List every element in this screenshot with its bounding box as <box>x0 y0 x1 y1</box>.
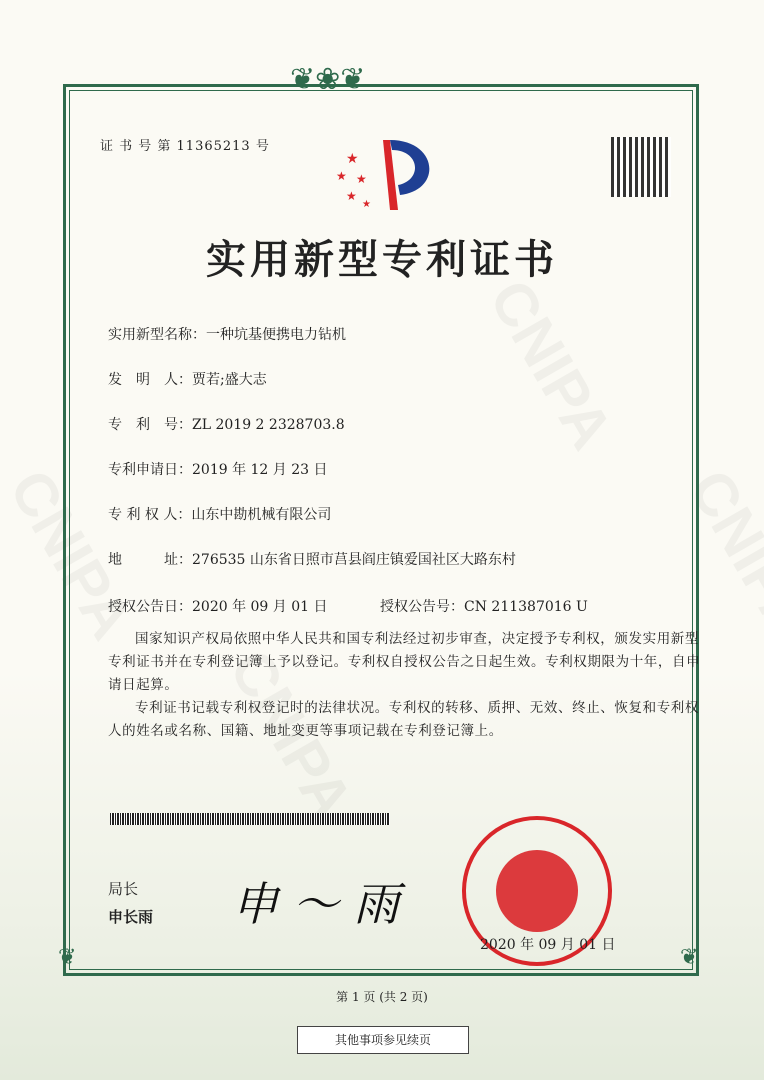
field-inventor <box>108 369 267 389</box>
certificate-border-inner <box>69 90 693 970</box>
field-value: CN 211387016 U <box>464 599 588 615</box>
field-label: 实用新型名称： <box>108 327 206 343</box>
field-label: 专利申请日： <box>108 462 192 478</box>
field-announcement-number <box>380 596 588 616</box>
field-value: 山东中勘机械有限公司 <box>191 507 332 523</box>
paragraph: 专利证书记载专利权登记时的法律状况。专利权的转移、质押、无效、终止、恢复和专利权人的姓名或名称、国籍、地址变更等事项记载在专利登记簿上。 <box>108 700 699 739</box>
field-label: 发 明 人： <box>108 372 192 388</box>
field-value: 2020 年 09 月 01 日 <box>192 599 328 615</box>
paragraph: 国家知识产权局依照中华人民共和国专利法经过初步审查，决定授予专利权，颁发实用新型专利证书并在专利登记簿上予以登记。专利权自授权公告之日起生效。专利权期限为十年，自申请日起算。 <box>108 631 701 693</box>
field-label: 专 利 权 人： <box>108 507 192 523</box>
page-title: 实用新型专利证书 <box>206 236 558 283</box>
svg-text:★: ★ <box>336 169 347 183</box>
field-application-date <box>108 459 328 479</box>
field-label: 地 址： <box>108 552 192 568</box>
field-value: 276535 山东省日照市莒县阎庄镇爱国社区大路东村 <box>192 552 516 568</box>
corner-ornament: ❦ <box>680 945 699 970</box>
corner-ornament: ❦ <box>58 945 77 970</box>
svg-text:★: ★ <box>346 151 359 167</box>
national-emblem <box>496 850 578 932</box>
top-ornament: ❦❀❦ <box>290 62 366 97</box>
field-patent-number <box>108 414 345 434</box>
svg-text:★: ★ <box>362 199 371 210</box>
qr-code <box>611 137 671 197</box>
field-grant-date <box>108 596 328 616</box>
seal-date: 2020 年 09 月 01 日 <box>480 937 616 953</box>
field-value: 2019 年 12 月 23 日 <box>192 462 328 478</box>
field-label: 专 利 号： <box>108 417 192 433</box>
signature: 申 〜 雨 <box>232 877 400 931</box>
page-info: 第 1 页 (共 2 页) <box>336 990 428 1004</box>
field-patentee <box>108 504 331 524</box>
field-value: ZL 2019 2 2328703.8 <box>192 417 345 433</box>
field-label: 授权公告日： <box>108 599 192 615</box>
field-utility-model-name <box>108 324 346 344</box>
signatory-name: 申长雨 <box>108 909 154 926</box>
field-address <box>108 549 516 569</box>
certificate-number: 证 书 号 第 11365213 号 <box>100 139 270 154</box>
field-label: 授权公告号： <box>380 599 464 615</box>
field-value: 一种坑基便携电力钻机 <box>206 327 346 343</box>
svg-text:★: ★ <box>346 189 357 203</box>
footer-note: 其他事项参见续页 <box>297 1026 469 1054</box>
field-value: 贾若;盛大志 <box>192 372 267 388</box>
cnipa-logo <box>328 135 440 215</box>
signatory-title: 局长 <box>108 881 139 898</box>
svg-text:★: ★ <box>356 172 367 186</box>
barcode <box>110 813 390 825</box>
